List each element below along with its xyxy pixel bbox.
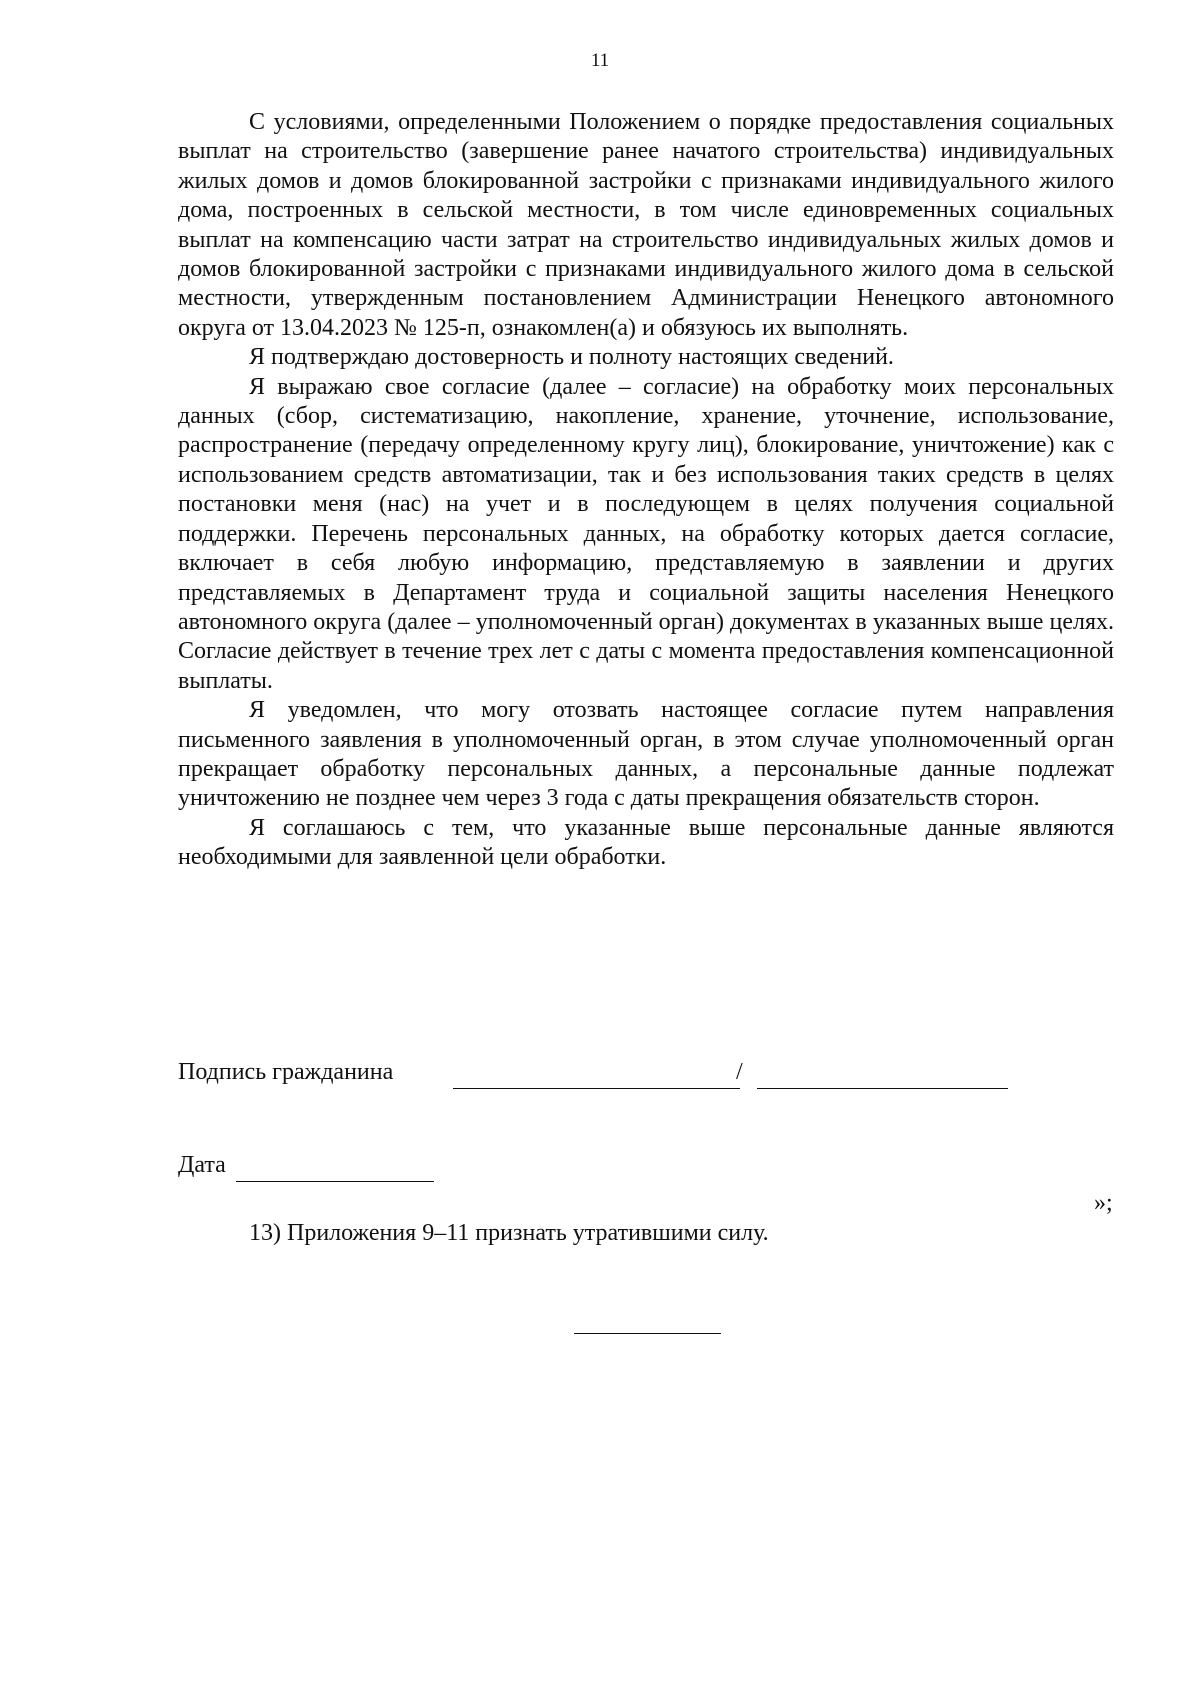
paragraph-conditions: С условиями, определенными Положением о порядке предоставления социальных выплат на строительство (завершение ранее начатого строительства) индивидуальных жилых домов и домов блокированной застройки с признаками индивидуального жилого дома, построенных в сельской местности, в том числе единовременных социальных выплат на компенсацию части затрат на строительство индивидуальных жилых домов и домов блокированной застройки с признаками индивидуального жилого дома в сельской местности, утвержденным постановлением Администрации Ненецкого автономного округа от 13.04.2023 № 125-п, ознакомлен(а) и обязуюсь их выполнять. <box>178 109 1114 341</box>
item-13-text: 13) Приложения 9–11 признать утратившими силу. <box>249 1220 769 1246</box>
signature-label: Подпись гражданина <box>178 1059 394 1085</box>
paragraph-agreement: Я соглашаюсь с тем, что указанные выше персональные данные являются необходимыми для заявленной цели обработки. <box>178 814 1114 871</box>
paragraph-confirmation: Я подтверждаю достоверность и полноту настоящих сведений. <box>249 344 894 371</box>
date-label: Дата <box>178 1152 226 1178</box>
paragraph-consent: Я выражаю свое согласие (далее – согласие) на обработку моих персональных данных (сбор, систематизацию, накопление, хранение, уточнение, использование, распространение (передачу определенному кругу лиц), блокирование, уничтожение) как с использованием средств автоматизации, так и без использования таких средств в целях постановки меня (нас) на учет и в последующем в целях получения социальной поддержки. Перечень персональных данных, на обработку которых дается согласие, включает в себя любую информацию, представляемую в заявлении и других представляемых в Департамент труда и социальной защиты населения Ненецкого автономного округа (далее – уполномоченный орган) документах в указанных выше целях. Согласие действует в течение трех лет с даты с момента предоставления компенсационной выплаты. <box>178 373 1114 694</box>
paragraph-revocation: Я уведомлен, что могу отозвать настоящее согласие путем направления письменного заявления в уполномоченный орган, в этом случае уполномоченный орган прекращает обработку персональных данных, а персональные данные подлежат уничтожению не позднее чем через 3 года с даты прекращения обязательств сторон. <box>178 697 1114 812</box>
signature-name-line <box>757 1088 1008 1089</box>
end-divider <box>574 1333 721 1334</box>
document-body <box>178 108 1114 873</box>
date-line <box>236 1181 434 1182</box>
signature-line <box>453 1088 740 1089</box>
closing-quote: »; <box>1094 1190 1113 1216</box>
signature-separator: / <box>736 1059 743 1085</box>
page-number: 11 <box>590 50 610 71</box>
signature-label-row <box>178 1057 393 1087</box>
